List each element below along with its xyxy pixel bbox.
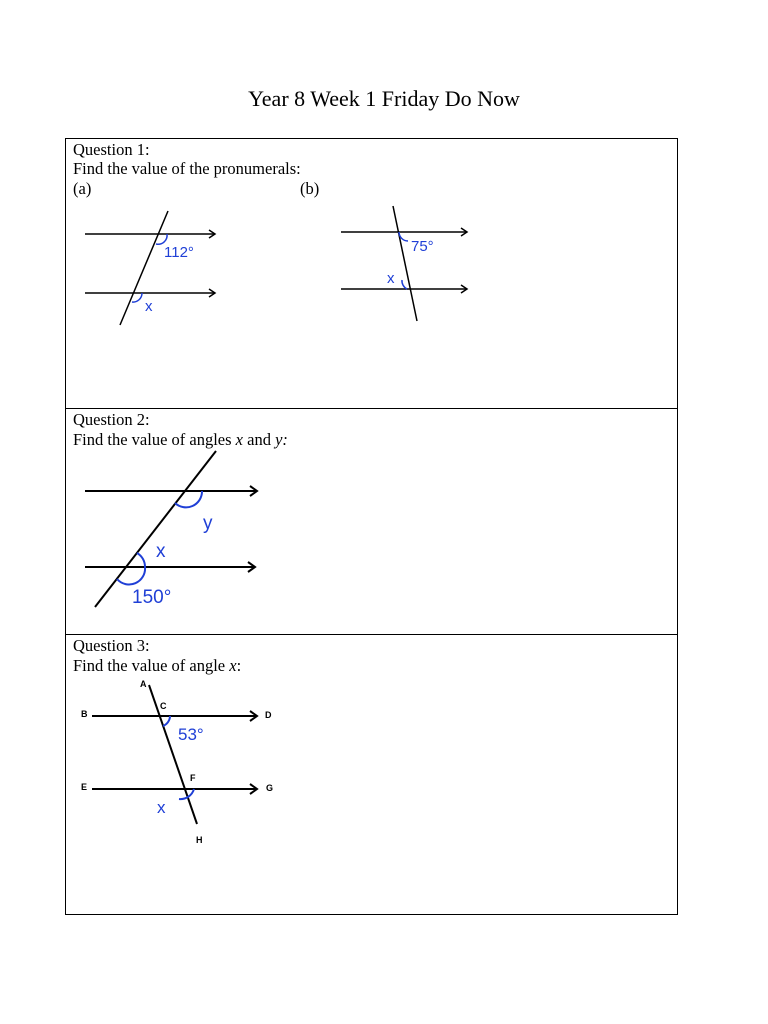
question-2-prompt xyxy=(73,430,288,450)
point-label-e: E xyxy=(81,782,88,792)
point-label-f: F xyxy=(190,773,196,783)
question-3-heading: Question 3: xyxy=(73,636,150,655)
question-3-cell xyxy=(66,635,677,915)
point-label-h: H xyxy=(196,835,203,845)
angle-label-53: 53° xyxy=(178,725,204,744)
question-1-cell xyxy=(66,139,677,409)
angle-arc-x xyxy=(137,553,145,567)
question-1-part-b-label: (b) xyxy=(300,179,320,198)
question-2-heading: Question 2: xyxy=(73,410,150,429)
point-label-a: A xyxy=(140,679,147,689)
question-2-variable-x: x xyxy=(235,430,243,449)
point-label-g: G xyxy=(266,783,274,793)
point-label-b: B xyxy=(81,709,88,719)
question-3-variable-x: x xyxy=(229,656,237,675)
question-3-prompt-text: Find the value of angle xyxy=(73,656,230,675)
angle-label-75: 75° xyxy=(411,238,434,255)
angle-label-x: x xyxy=(156,541,166,562)
question-1-heading: Question 1: xyxy=(73,140,150,159)
question-2-cell xyxy=(66,409,677,635)
angle-arc-x xyxy=(402,280,407,289)
angle-arc-53 xyxy=(163,716,170,726)
unknown-label-x: x xyxy=(387,270,395,287)
question-3-diagram xyxy=(76,679,296,851)
point-label-d: D xyxy=(265,710,272,720)
transversal-line xyxy=(95,451,216,607)
question-1a-diagram xyxy=(76,201,226,331)
unknown-label-x: x xyxy=(145,298,153,315)
question-3-prompt xyxy=(73,656,241,676)
question-2-prompt-text: Find the value of angles xyxy=(73,430,236,449)
angle-label-150: 150° xyxy=(132,587,172,608)
angle-label-112: 112° xyxy=(164,244,194,261)
questions-table xyxy=(65,138,678,915)
question-2-prompt-and: and xyxy=(243,430,276,449)
question-1-prompt: Find the value of the pronumerals: xyxy=(73,159,301,178)
question-2-diagram xyxy=(76,449,276,609)
question-1-part-a-label: (a) xyxy=(73,179,92,198)
unknown-label-x: x xyxy=(157,798,166,817)
question-2-prompt-end: : xyxy=(282,430,288,449)
point-label-c: C xyxy=(160,701,167,711)
question-3-prompt-end: : xyxy=(236,656,242,675)
question-1b-diagram xyxy=(334,201,474,326)
question-2-variable-y: y xyxy=(275,430,283,449)
angle-arc-150 xyxy=(117,567,145,584)
transversal-line xyxy=(120,211,168,325)
angle-label-y: y xyxy=(203,513,213,534)
page-title: Year 8 Week 1 Friday Do Now xyxy=(248,86,520,111)
transversal-line xyxy=(393,206,417,321)
